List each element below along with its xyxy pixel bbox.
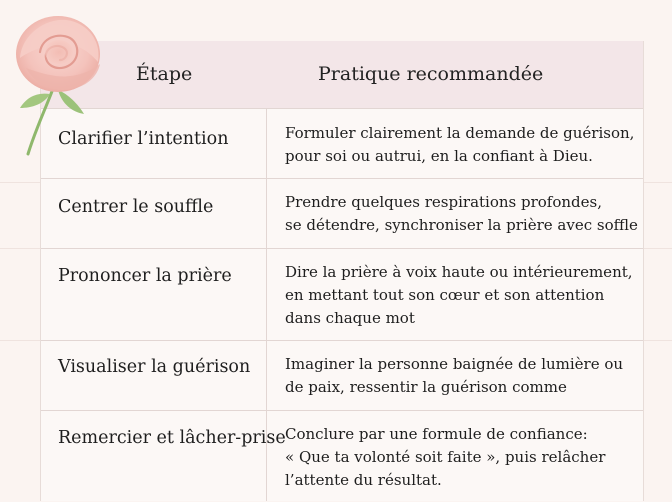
- practice-line: Conclure par une formule de confiance:: [285, 425, 588, 443]
- practice-line: « Que ta volonté soit faite », puis relâcher: [285, 448, 606, 466]
- table-header: [41, 41, 643, 108]
- header-practice: Pratique recommandée: [318, 63, 544, 85]
- step-label: Centrer le souffle: [58, 197, 214, 217]
- practice-text: [285, 122, 634, 168]
- practice-line: se détendre, synchroniser la prière avec soffle: [285, 216, 638, 234]
- practice-line: Imaginer la personne baignée de lumière ou: [285, 355, 624, 373]
- step-label: Remercier et lâcher-prise: [58, 428, 286, 448]
- table-row: [41, 340, 643, 411]
- practice-text: [285, 191, 638, 237]
- practice-text: [285, 261, 633, 330]
- practice-line: l’attente du résultat.: [285, 471, 442, 489]
- step-label: Prononcer la prière: [58, 266, 232, 286]
- practice-line: de paix, ressentir la guérison comme: [285, 378, 567, 396]
- step-label: Visualiser la guérison: [58, 357, 251, 377]
- step-label: Clarifier l’intention: [58, 129, 229, 149]
- practice-line: Formuler clairement la demande de guérison,: [285, 124, 635, 142]
- practice-line: pour soi ou autrui, en la confiant à Dieu.: [285, 147, 593, 165]
- practice-line: en mettant tout son cœur et son attention: [285, 286, 605, 304]
- practice-line: Dire la prière à voix haute ou intérieurement,: [285, 263, 633, 281]
- table-row: [41, 178, 643, 249]
- practice-line: Prendre quelques respirations profondes,: [285, 193, 602, 211]
- header-step: Étape: [136, 63, 193, 85]
- practice-line: dans chaque mot: [285, 309, 415, 327]
- rose-icon: [6, 8, 116, 158]
- table-row: [41, 108, 643, 179]
- table-row: [41, 410, 643, 502]
- practice-text: [285, 423, 605, 492]
- table-row: [41, 248, 643, 341]
- practice-text: [285, 353, 623, 399]
- practice-table: [40, 41, 644, 501]
